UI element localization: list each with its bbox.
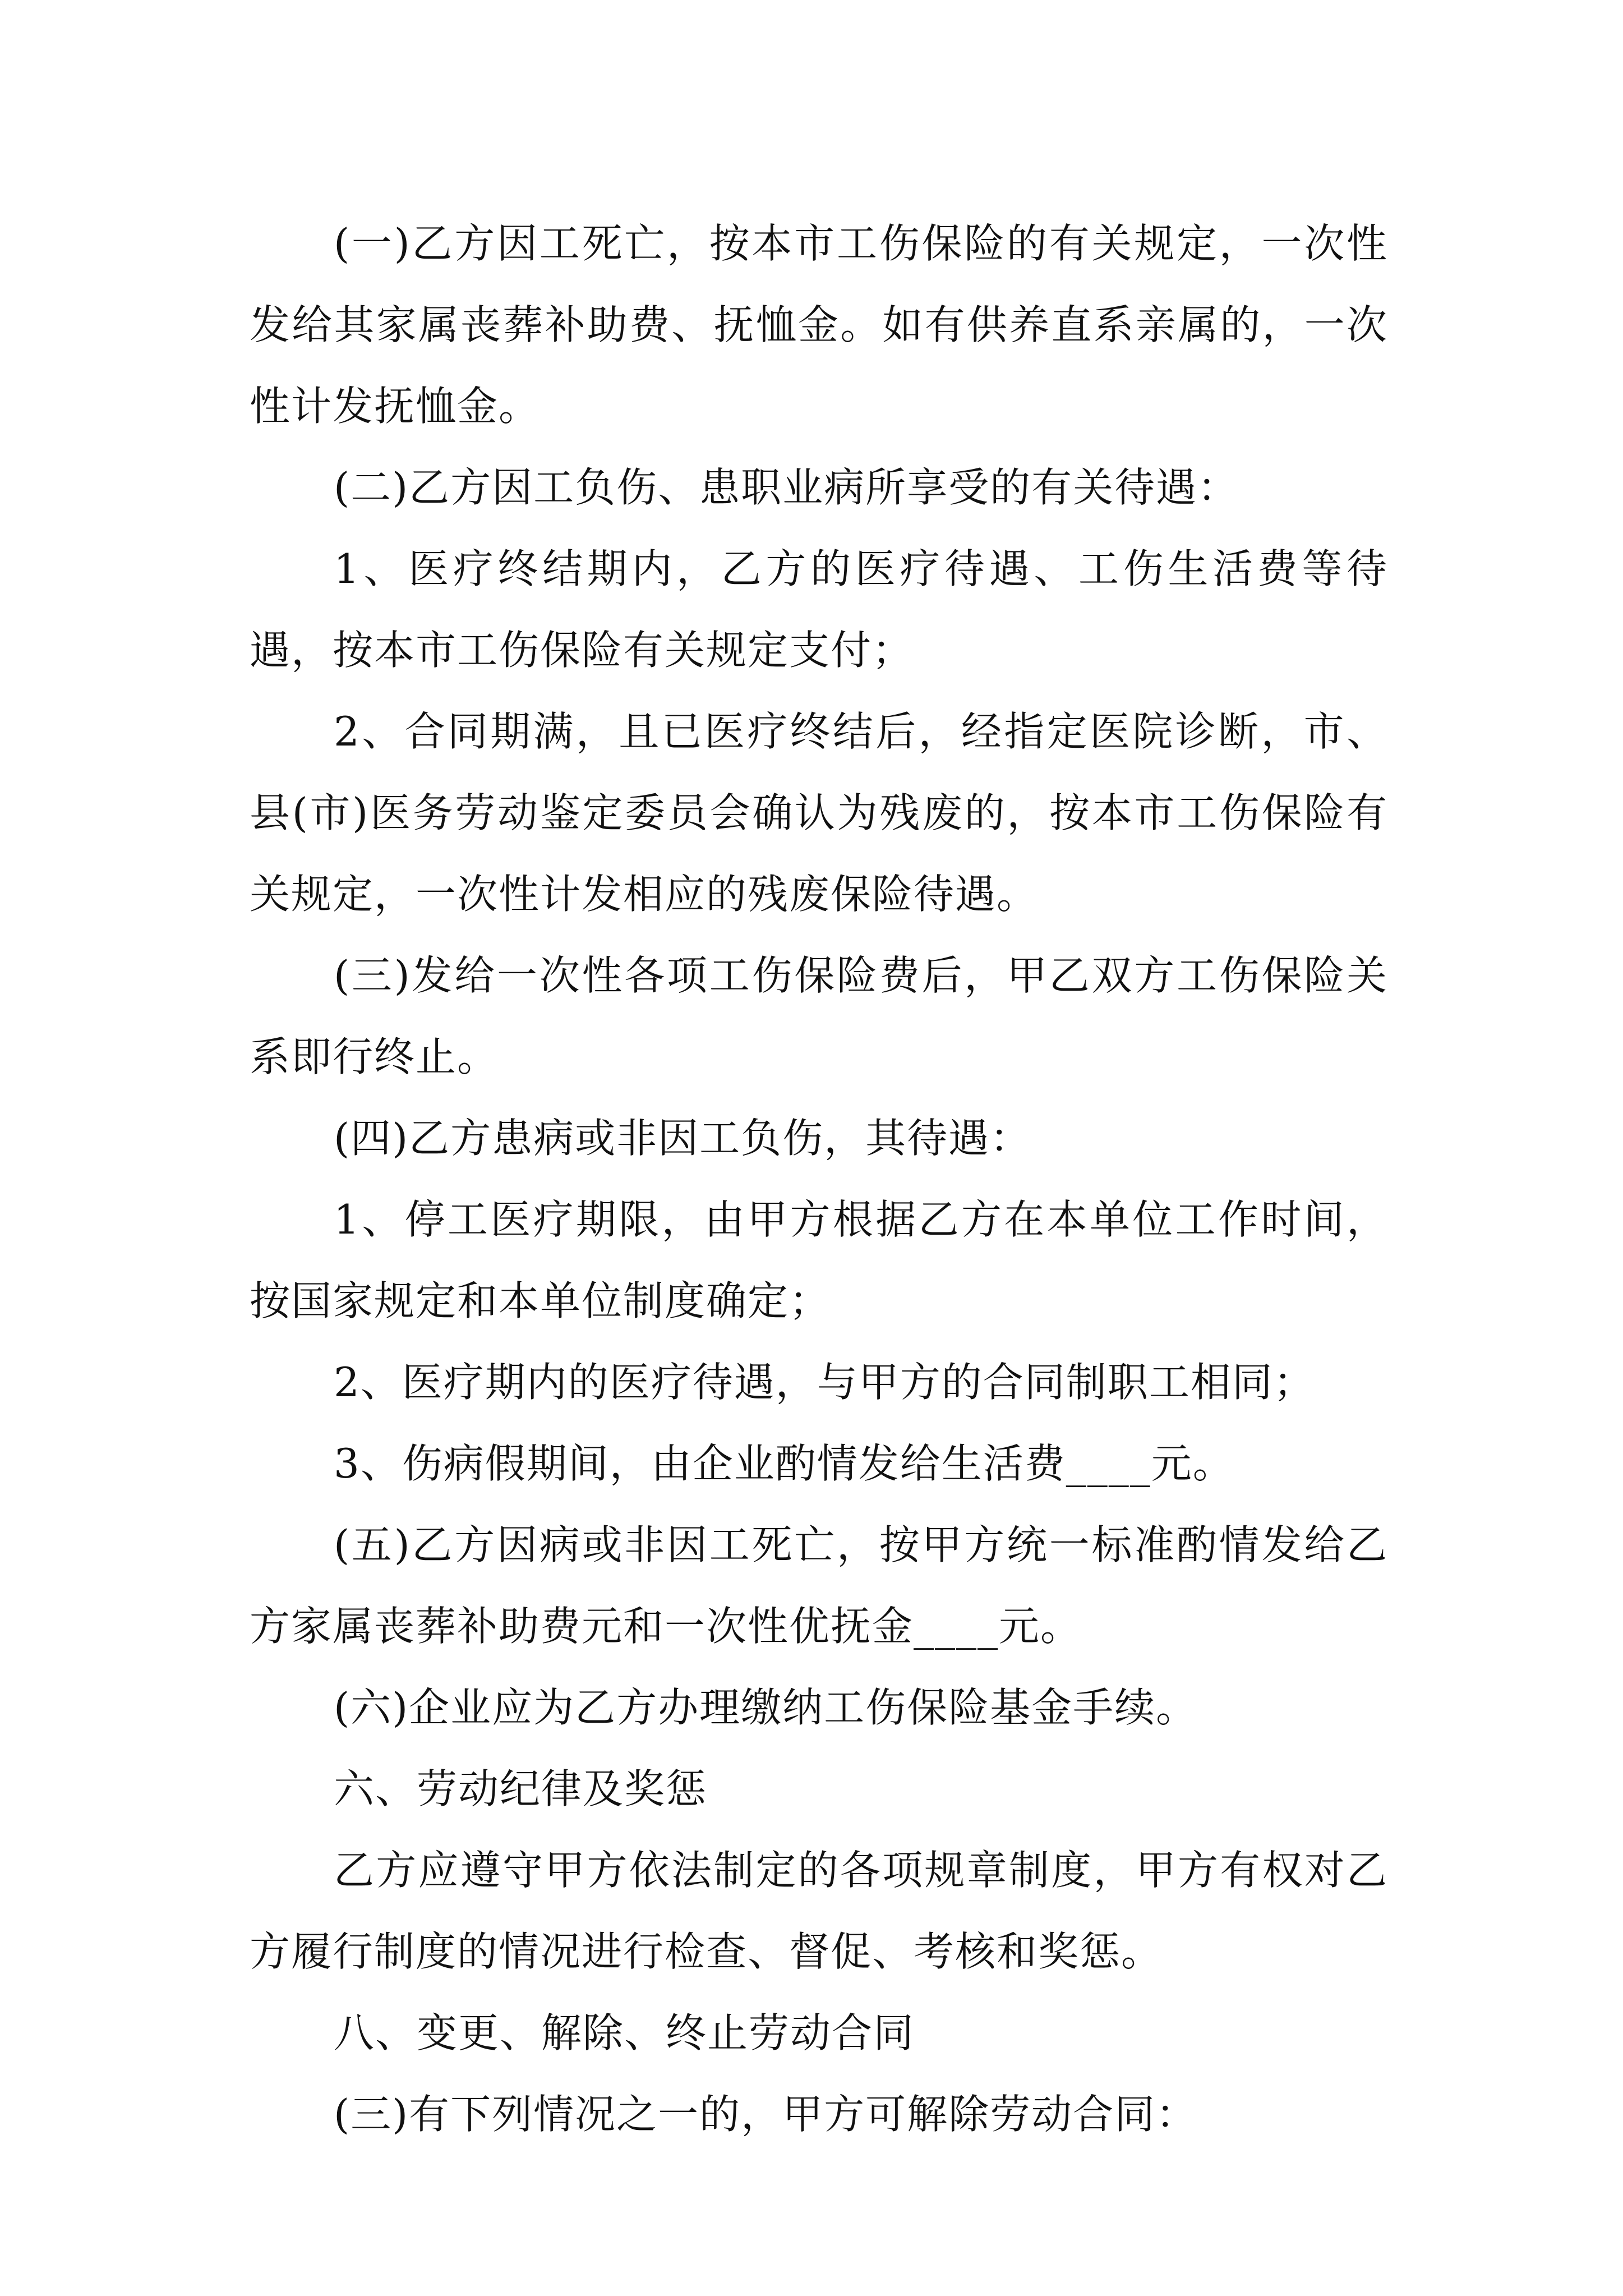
paragraph-termination-conditions: (三)有下列情况之一的，甲方可解除劳动合同：	[334, 2091, 1198, 2138]
document-body	[250, 203, 1388, 2155]
paragraph-sick-leave-period: 1、停工医疗期限，由甲方根据乙方在本单位工作时间，按国家规定和本单位制度确定；	[250, 1196, 1388, 1324]
paragraph-medical-treatment: 2、医疗期内的医疗待遇，与甲方的合同制职工相同；	[334, 1359, 1315, 1406]
section-heading-contract-changes: 八、变更、解除、终止劳动合同	[334, 2009, 915, 2056]
paragraph-work-death: (一)乙方因工死亡，按本市工伤保险的有关规定，一次性发给其家属丧葬补助费、抚恤金。如有供养直系亲属的，一次性计发抚恤金。	[250, 220, 1388, 430]
section-heading-discipline: 六、劳动纪律及奖惩	[334, 1765, 708, 1812]
paragraph-illness-heading: (四)乙方患病或非因工负伤，其待遇：	[334, 1115, 1032, 1162]
paragraph-non-work-death: (五)乙方因病或非因工死亡，按甲方统一标准酌情发给乙方家属丧葬补助费元和一次性优抚金____元。	[250, 1521, 1388, 1650]
paragraph-medical-treatment-period: 1、医疗终结期内，乙方的医疗待遇、工伤生活费等待遇，按本市工伤保险有关规定支付；	[250, 545, 1388, 674]
paragraph-insurance-fund: (六)企业应为乙方办理缴纳工伤保险基金手续。	[334, 1684, 1198, 1731]
paragraph-discipline-rules: 乙方应遵守甲方依法制定的各项规章制度，甲方有权对乙方履行制度的情况进行检查、督促、考核和奖惩。	[250, 1847, 1388, 1975]
paragraph-living-allowance: 3、伤病假期间，由企业酌情发给生活费____元。	[334, 1440, 1234, 1487]
paragraph-work-injury-heading: (二)乙方因工负伤、患职业病所享受的有关待遇：	[334, 464, 1239, 511]
paragraph-disability-benefit: 2、合同期满，且已医疗终结后，经指定医院诊断，市、县(市)医务劳动鉴定委员会确认为残废的，按本市工伤保险有关规定，一次性计发相应的残废保险待遇。	[250, 708, 1388, 918]
paragraph-insurance-termination: (三)发给一次性各项工伤保险费后，甲乙双方工伤保险关系即行终止。	[250, 952, 1388, 1080]
